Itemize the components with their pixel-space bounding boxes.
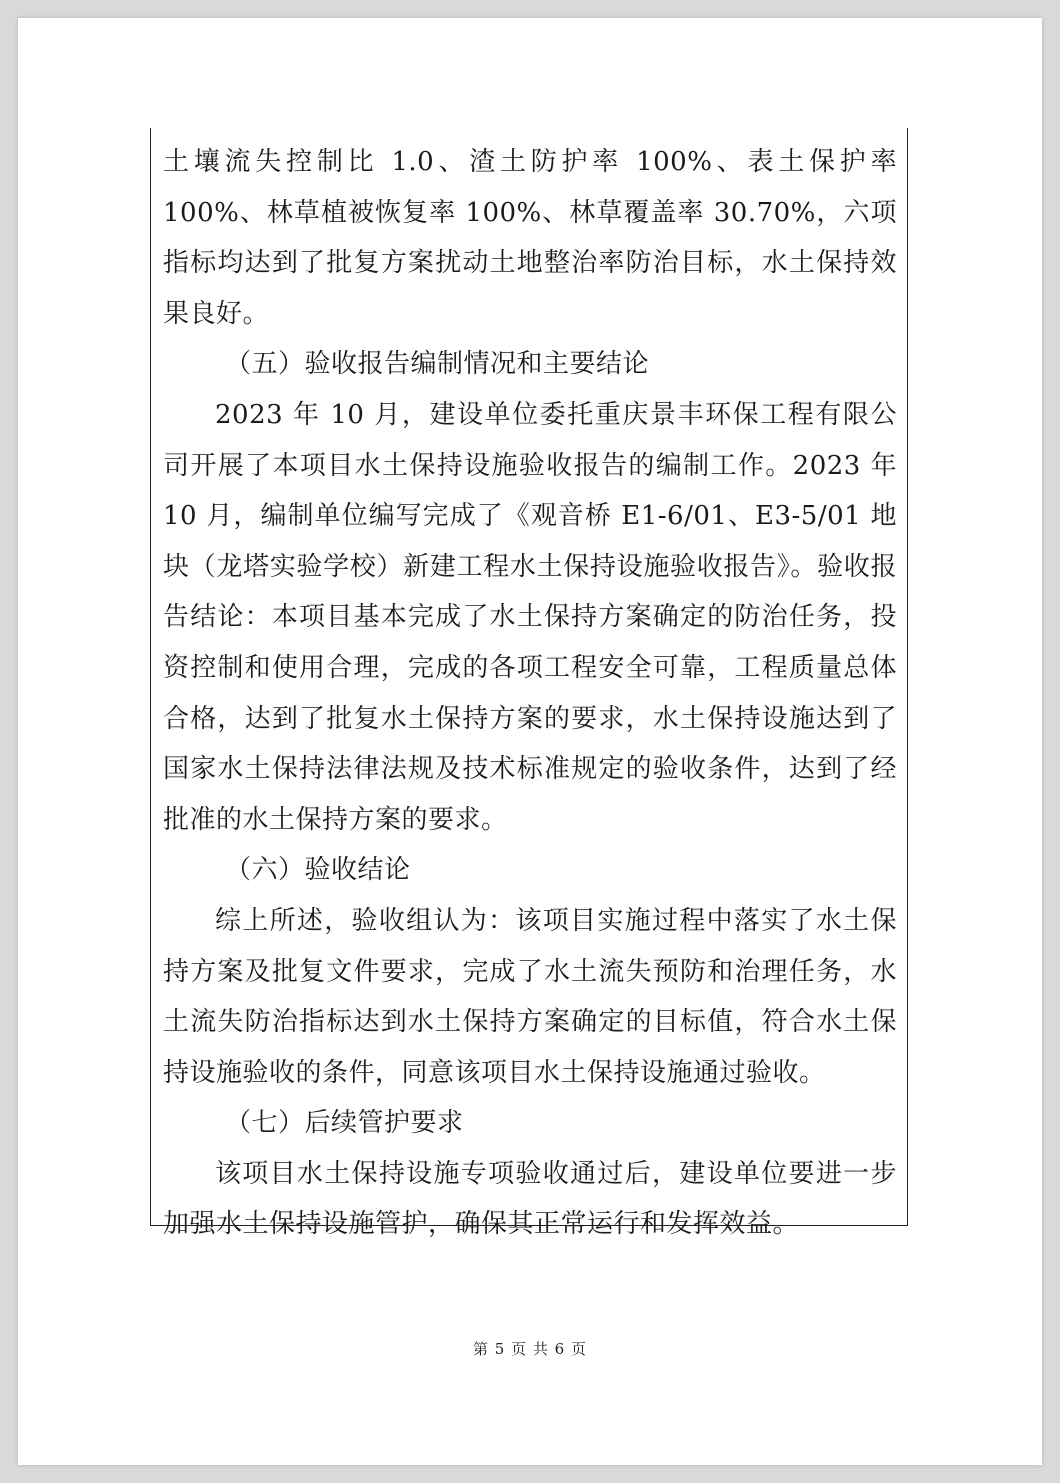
section-heading-5: （五）验收报告编制情况和主要结论 <box>225 349 650 380</box>
section-heading-7: （七）后续管护要求 <box>225 1108 464 1139</box>
paragraph-report-summary: 2023 年 10 月，建设单位委托重庆景丰环保工程有限公司开展了本项目水土保持设施验收报告的编制工作。2023 年 10 月，编制单位编写完成了《观音桥 E1-6/01、E3-5/01 地块（龙塔实验学校）新建工程水土保持设施验收报告》。验收报告结论：本项目基本完成了水土保持方案确定的防治任务，投资控制和使用合理，完成的各项工程安全可靠，工程质量总体合格，达到了批复水土保持方案的要求，水土保持设施达到了国家水土保持法律法规及技术标准规定的验收条件，达到了经批准的水土保持方案的要求。 <box>163 399 897 835</box>
section-heading-6: （六）验收结论 <box>225 855 411 886</box>
paragraph-maintenance: 该项目水土保持设施专项验收通过后，建设单位要进一步加强水土保持设施管护，确保其正常运行和发挥效益。 <box>163 1158 897 1240</box>
body-text <box>163 137 897 1250</box>
paragraph-acceptance-conclusion: 综上所述，验收组认为：该项目实施过程中落实了水土保持方案及批复文件要求，完成了水土流失预防和治理任务，水土流失防治指标达到水土保持方案确定的目标值，符合水土保持设施验收的条件，同意该项目水土保持设施通过验收。 <box>163 905 897 1088</box>
paragraph-continuation: 土壤流失控制比 1.0、渣土防护率 100%、表土保护率 100%、林草植被恢复率 100%、林草覆盖率 30.70%，六项指标均达到了批复方案扰动土地整治率防治目标，水土保持效果良好。 <box>163 147 897 329</box>
page-number-footer: 第 5 页 共 6 页 <box>473 1340 587 1358</box>
document-page <box>18 18 1042 1465</box>
